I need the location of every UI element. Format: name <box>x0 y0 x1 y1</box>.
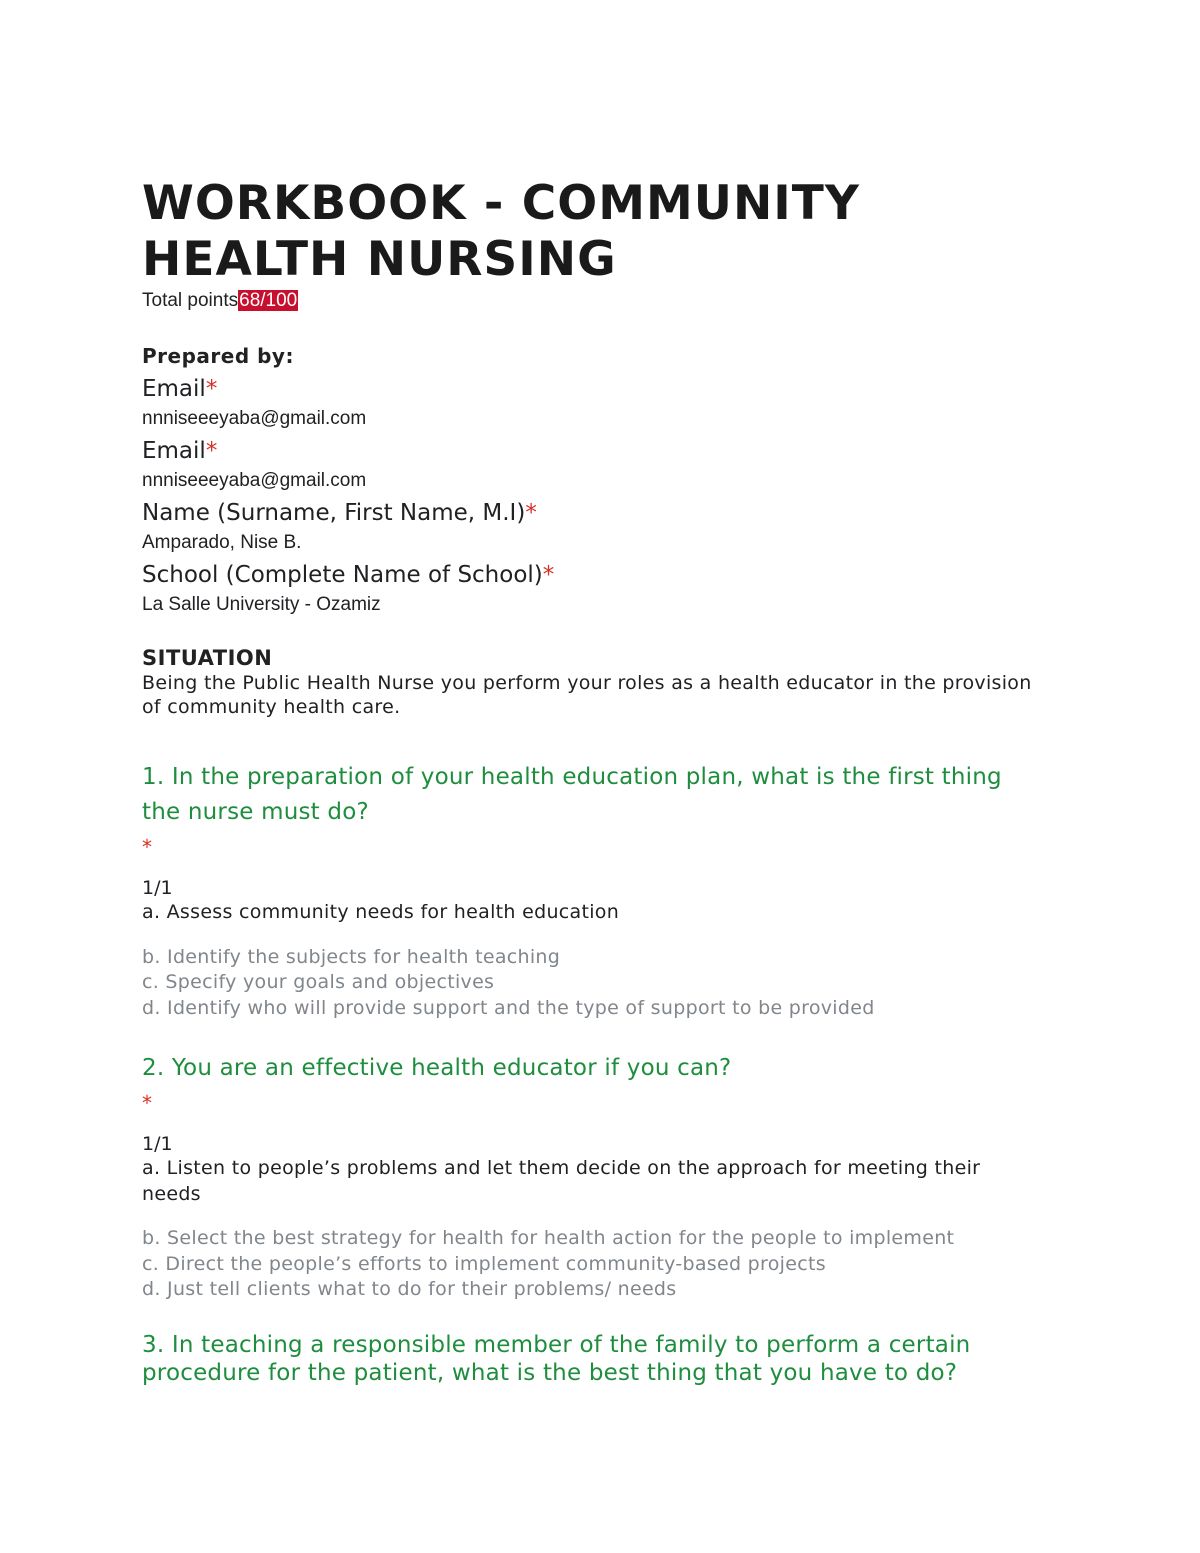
field-value: nnniseeeyaba@gmail.com <box>142 408 367 429</box>
field-label-text: Name (Surname, First Name, M.I) <box>142 500 526 526</box>
question-1 <box>142 760 1042 1021</box>
answer-option[interactable]: c. Direct the people’s efforts to implement community-based projects <box>142 1252 826 1275</box>
situation-heading: SITUATION <box>142 646 273 670</box>
total-points <box>142 289 1042 313</box>
required-asterisk: * <box>525 500 537 526</box>
field-value: nnniseeeyaba@gmail.com <box>142 470 367 491</box>
form-field-email-2 <box>142 436 1042 493</box>
answer-option[interactable]: c. Specify your goals and objectives <box>142 971 495 993</box>
other-options <box>142 945 1042 1022</box>
total-points-value: 68/100 <box>239 290 298 311</box>
required-asterisk: * <box>142 1091 152 1115</box>
question-text: 1. In the preparation of your health education plan, what is the first thing the nurse must do? <box>142 764 1002 825</box>
question-score: 1/1 <box>142 1133 173 1155</box>
required-asterisk: * <box>205 438 218 464</box>
question-3 <box>142 1331 1042 1387</box>
field-value: Amparado, Nise B. <box>142 532 302 553</box>
form-field-name <box>142 498 1042 555</box>
situation-text: Being the Public Health Nurse you perform your roles as a health educator in the provision of community health care. <box>142 672 1032 718</box>
other-options <box>142 1226 1042 1303</box>
form-field-email-1 <box>142 374 1042 431</box>
field-label <box>142 498 1042 528</box>
field-label-text: School (Complete Name of School) <box>142 562 543 588</box>
page-title <box>142 176 1042 288</box>
field-label-text: Email <box>142 438 206 464</box>
answer-option[interactable]: d. Identify who will provide support and the type of support to be provided <box>142 996 875 1019</box>
field-value: La Salle University - Ozamiz <box>142 594 381 615</box>
answer-option[interactable]: b. Select the best strategy for health for health action for the people to implement <box>142 1227 955 1249</box>
field-label <box>142 560 1042 590</box>
field-label <box>142 436 1042 466</box>
answer-option[interactable]: d. Just tell clients what to do for their problems/ needs <box>142 1278 677 1300</box>
question-text: 2. You are an effective health educator if you can? <box>142 1055 732 1081</box>
title-line-1: WORKBOOK - COMMUNITY <box>142 176 860 231</box>
workbook-page <box>142 176 1042 1387</box>
field-label-text: Email <box>142 376 206 402</box>
total-points-label: Total points <box>142 290 239 311</box>
selected-answer[interactable]: a. Listen to people’s problems and let them decide on the approach for meeting their needs <box>142 1157 981 1205</box>
field-label <box>142 374 1042 404</box>
answer-option[interactable]: b. Identify the subjects for health teaching <box>142 945 561 968</box>
question-2 <box>142 1051 1042 1303</box>
required-asterisk: * <box>142 835 152 859</box>
title-line-2: HEALTH NURSING <box>142 232 617 287</box>
prepared-by-heading: Prepared by: <box>142 344 294 368</box>
required-asterisk: * <box>205 376 218 402</box>
selected-answer[interactable]: a. Assess community needs for health education <box>142 901 620 923</box>
form-field-school <box>142 560 1042 617</box>
required-asterisk: * <box>542 562 555 588</box>
question-score: 1/1 <box>142 877 173 899</box>
question-text: 3. In teaching a responsible member of the family to perform a certain procedure for the patient, what is the best thing that you have to do? <box>142 1331 971 1386</box>
